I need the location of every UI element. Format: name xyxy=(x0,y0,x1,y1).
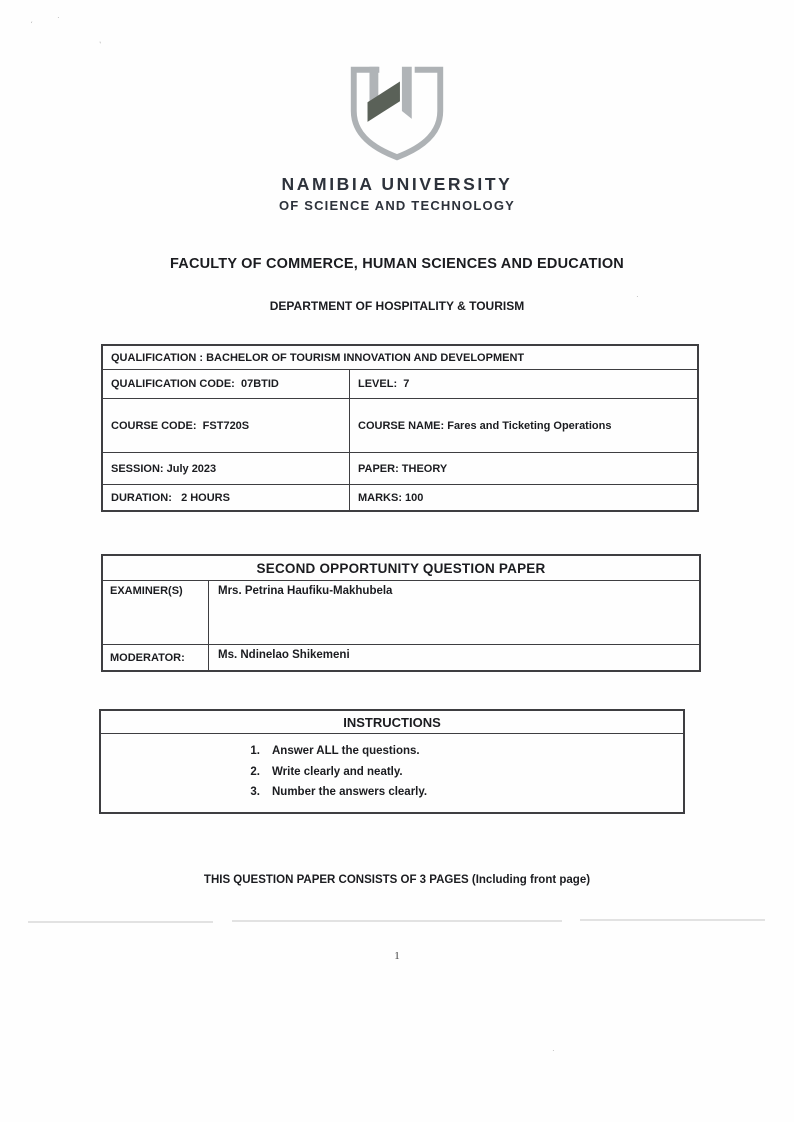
instructions-table xyxy=(99,709,685,814)
instruction-text: Write clearly and neatly. xyxy=(272,765,403,778)
scan-speck: ʻ xyxy=(28,19,34,30)
instruction-number: 3. xyxy=(250,786,260,798)
duration-cell: DURATION: 2 HOURS xyxy=(103,485,350,510)
instructions-list xyxy=(101,733,683,812)
qualification-cell: QUALIFICATION : BACHELOR OF TOURISM INNOVATION AND DEVELOPMENT xyxy=(111,351,525,364)
paper-cell: PAPER: THEORY xyxy=(358,462,448,475)
session-cell: SESSION: July 2023 xyxy=(103,453,350,484)
table-row-course xyxy=(103,398,697,452)
qualification-code-cell: QUALIFICATION CODE: 07BTID xyxy=(103,370,350,398)
course-code-cell: COURSE CODE: FST720S xyxy=(103,399,350,452)
table-row-moderator xyxy=(103,644,699,670)
instruction-text: Number the answers clearly. xyxy=(272,786,428,798)
examiner-value: Mrs. Petrina Haufiku-Makhubela xyxy=(218,585,393,597)
shield-right-prong xyxy=(402,67,412,119)
page-number: 1 xyxy=(394,950,400,962)
instruction-number: 1. xyxy=(250,745,260,757)
course-name-cell: COURSE NAME: Fares and Ticketing Operations xyxy=(358,419,612,432)
scan-speck: ʹ xyxy=(98,39,103,50)
nust-shield-icon xyxy=(335,56,459,170)
table-row-duration-marks xyxy=(103,484,697,510)
moderator-value: Ms. Ndinelao Shikemeni xyxy=(218,649,350,661)
question-paper-table xyxy=(101,554,701,672)
scan-line xyxy=(232,920,562,922)
marks-cell: MARKS: 100 xyxy=(358,491,424,504)
scan-speck: · xyxy=(636,292,639,301)
university-name: NAMIBIA UNIVERSITY xyxy=(281,174,513,194)
level-cell: LEVEL: 7 xyxy=(358,378,410,390)
university-logo xyxy=(0,56,794,213)
scan-speck: · xyxy=(552,1046,555,1055)
department-heading: DEPARTMENT OF HOSPITALITY & TOURISM xyxy=(269,299,525,313)
moderator-label: MODERATOR: xyxy=(103,645,209,670)
paper-title: SECOND OPPORTUNITY QUESTION PAPER xyxy=(256,560,546,576)
pages-note: THIS QUESTION PAPER CONSISTS OF 3 PAGES (Including front page) xyxy=(203,874,591,886)
instruction-item xyxy=(245,762,683,783)
scan-line xyxy=(580,919,765,921)
table-row-qualification xyxy=(103,346,697,369)
instruction-item xyxy=(245,782,683,803)
instruction-number: 2. xyxy=(250,765,260,778)
table-row-code-level xyxy=(103,369,697,398)
course-info-table xyxy=(101,344,699,512)
table-row-examiner xyxy=(103,580,699,644)
instructions-title: INSTRUCTIONS xyxy=(343,714,441,730)
scan-line xyxy=(28,921,213,923)
instruction-text: Answer ALL the questions. xyxy=(272,745,420,757)
university-name-line2: OF SCIENCE AND TECHNOLOGY xyxy=(278,198,516,213)
table-row-session-paper xyxy=(103,452,697,484)
shield-outline xyxy=(354,70,440,157)
scan-speck: · xyxy=(57,13,60,22)
faculty-heading: FACULTY OF COMMERCE, HUMAN SCIENCES AND EDUCATION xyxy=(170,256,624,272)
instruction-item xyxy=(245,741,683,762)
examiner-label: EXAMINER(S) xyxy=(103,581,209,644)
